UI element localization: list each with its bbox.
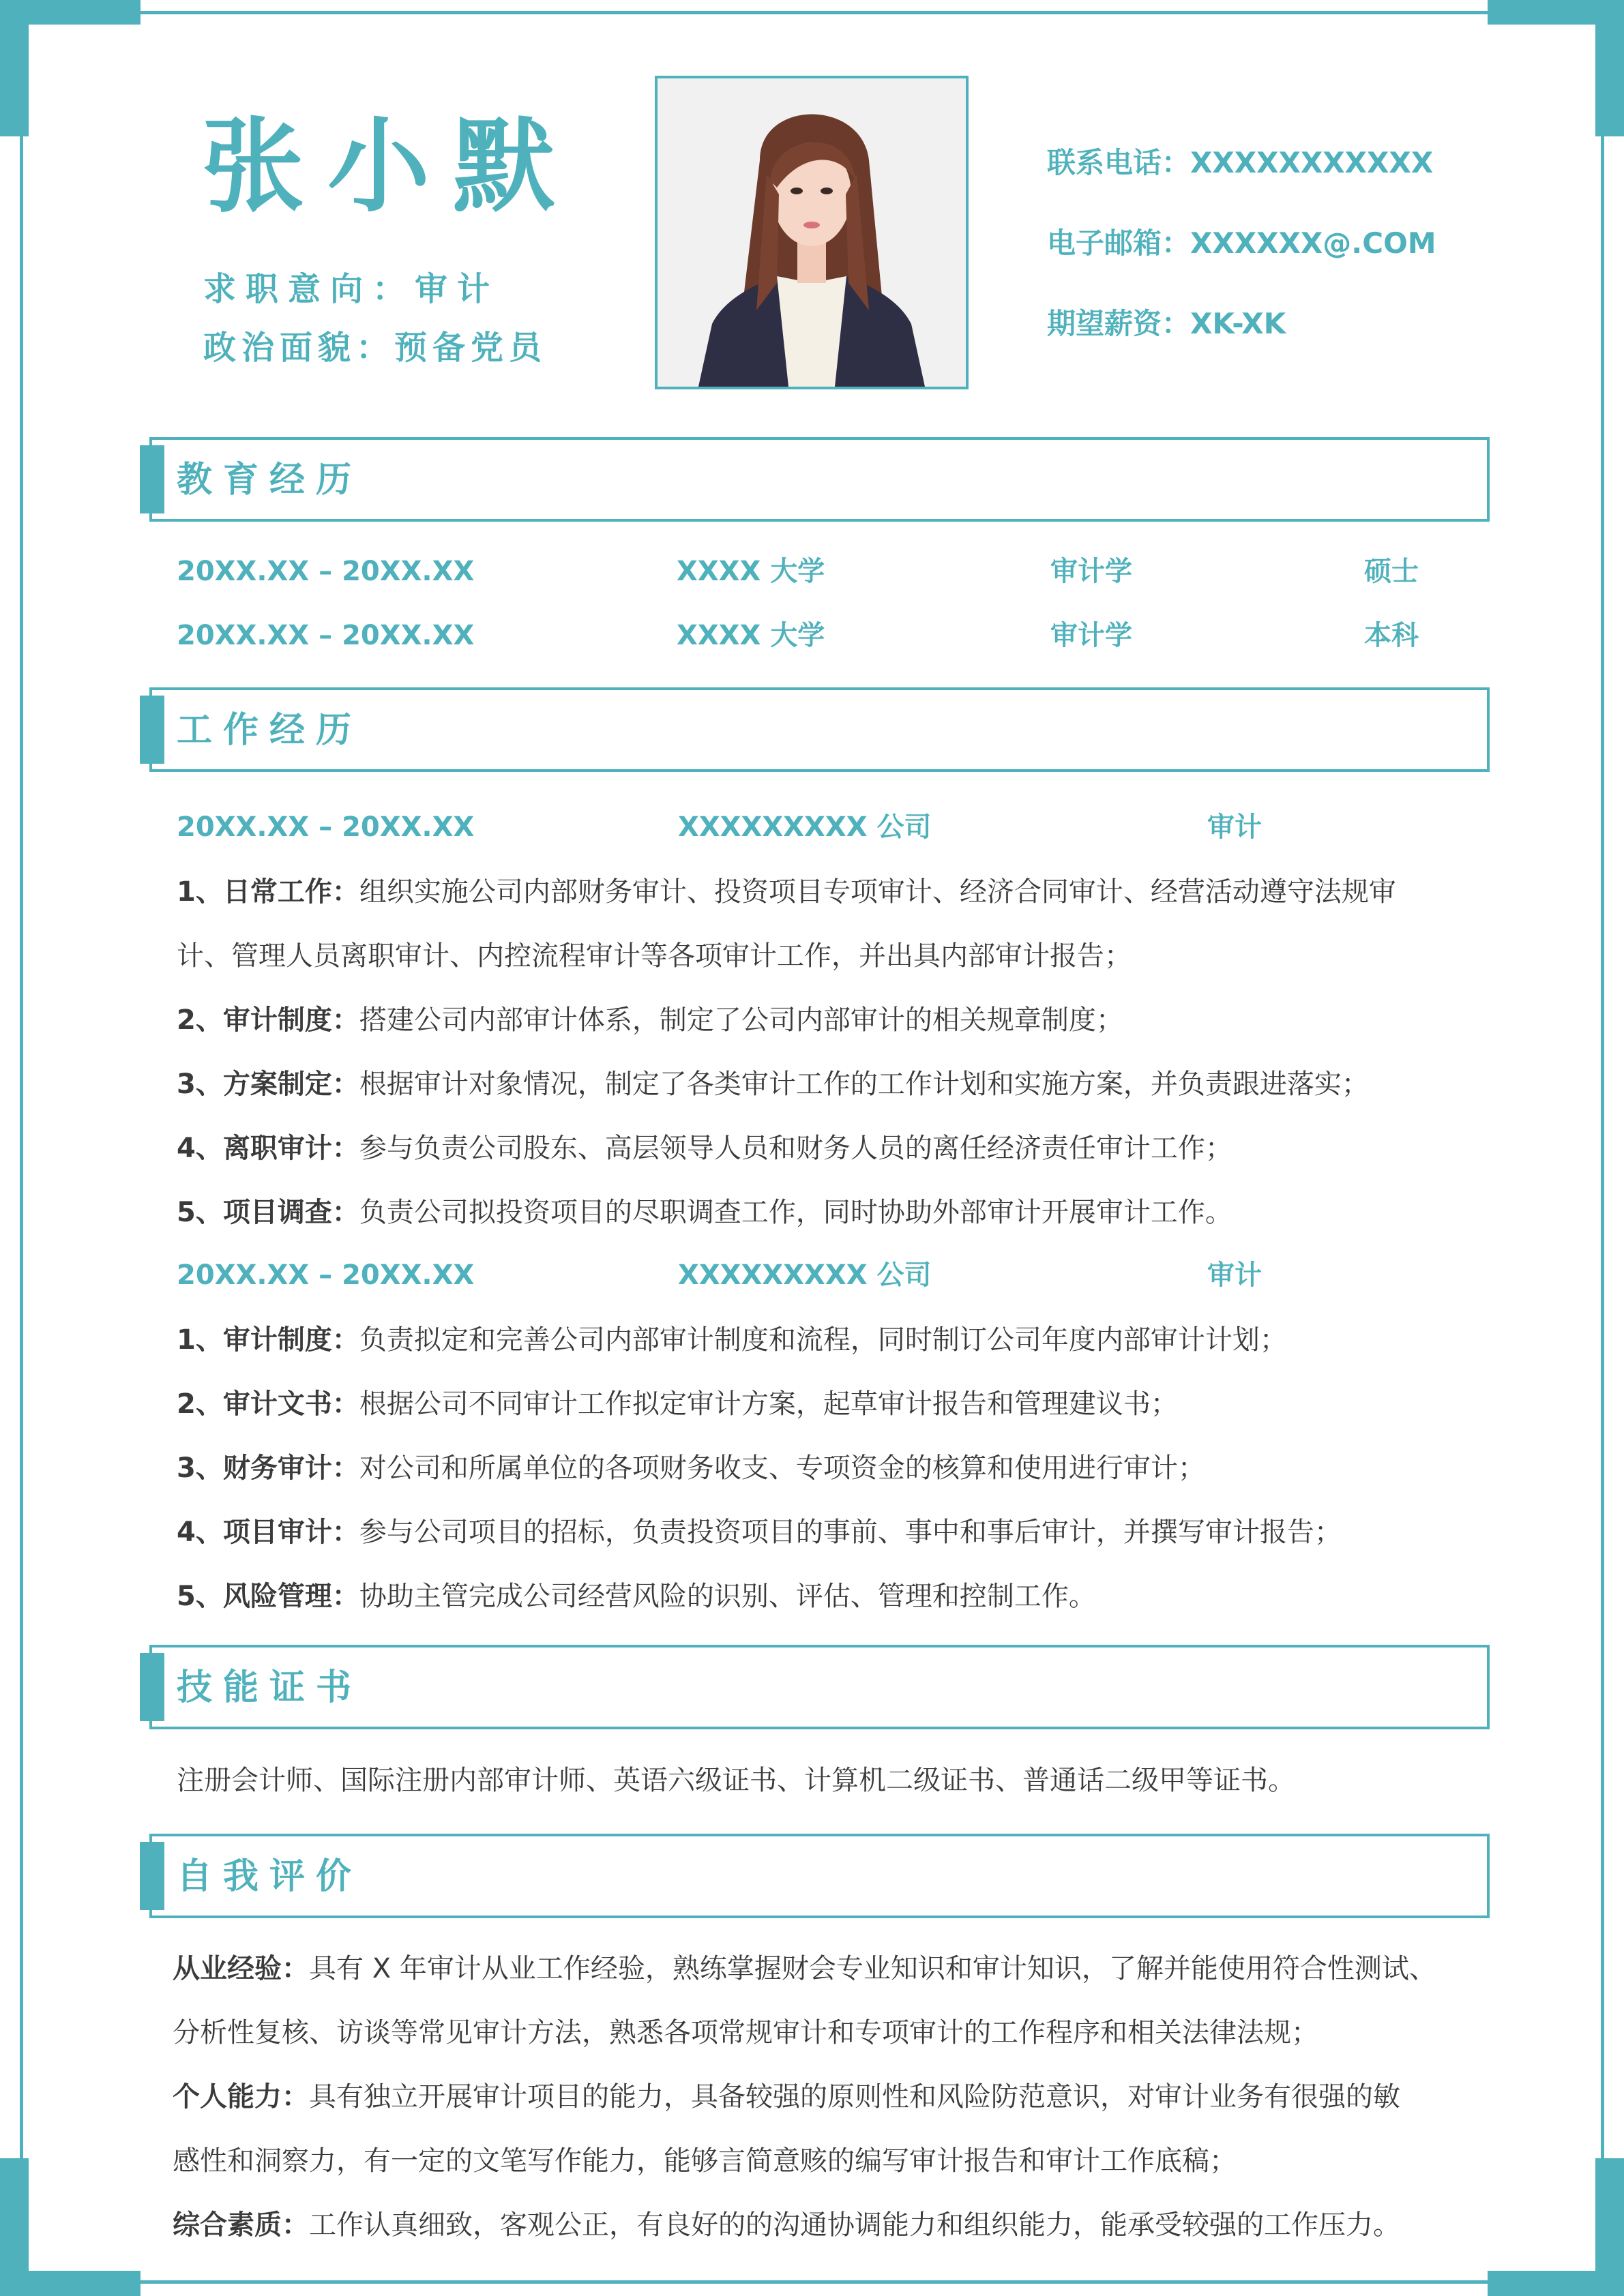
self-label: 从业经验： (173, 1953, 309, 1984)
skills-text: 注册会计师、国际注册内部审计师、英语六级证书、计算机二级证书、普通话二级甲等证书。 (177, 1765, 1295, 1796)
self-text: 具有独立开展审计项目的能力，具备较强的原则性和风险防范意识，对审计业务有很强的敏 (309, 2081, 1400, 2113)
duty-item (177, 860, 1473, 924)
job-intent: 求职意向：审计 (203, 270, 500, 308)
edu-school: XXXX 大学 (677, 620, 825, 651)
duty-label: 4、项目审计： (177, 1517, 359, 1548)
corner-top-left-v (0, 0, 29, 136)
work-company: XXXXXXXXX 公司 (678, 811, 932, 843)
profile-photo (655, 76, 969, 389)
duty-label: 3、财务审计： (177, 1452, 359, 1484)
edu-period: 20XX.XX – 20XX.XX (177, 556, 475, 587)
section-work-bar (140, 696, 164, 764)
duty-item (177, 1116, 1473, 1180)
section-education-bar (140, 445, 164, 513)
corner-top-right-v (1595, 0, 1624, 136)
duty-item (177, 1500, 1473, 1564)
corner-bottom-left-v (0, 2158, 29, 2296)
duty-item (177, 1564, 1473, 1628)
self-text: 具有 X 年审计从业工作经验，熟练掌握财会专业知识和审计知识，了解并能使用符合性测试、 (309, 1953, 1436, 1984)
duty-label: 1、审计制度： (177, 1324, 359, 1356)
self-item-cont: 分析性复核、访谈等常见审计方法，熟悉各项常规审计和专项审计的工作程序和相关法律法规； (173, 2017, 1318, 2048)
duty-label: 5、项目调查： (177, 1197, 359, 1228)
edu-school: XXXX 大学 (677, 556, 825, 587)
duty-label: 2、审计制度： (177, 1004, 359, 1036)
avatar-illustration (658, 78, 966, 387)
edu-degree: 硕士 (1364, 556, 1419, 587)
duty-label: 4、离职审计： (177, 1133, 359, 1164)
edu-period: 20XX.XX – 20XX.XX (177, 620, 475, 651)
self-label: 综合素质： (173, 2209, 309, 2241)
duty-text: 组织实施公司内部财务审计、投资项目专项审计、经济合同审计、经营活动遵守法规审 (359, 876, 1396, 908)
section-education-title: 教育经历 (177, 460, 363, 501)
duty-text: 对公司和所属单位的各项财务收支、专项资金的核算和使用进行审计； (359, 1452, 1205, 1484)
duty-item (177, 1052, 1473, 1116)
edu-degree: 本科 (1364, 620, 1419, 651)
candidate-name: 张小默 (202, 108, 579, 226)
duty-text: 负责拟定和完善公司内部审计制度和流程，同时制订公司年度内部审计计划； (359, 1324, 1287, 1356)
duty-label: 1、日常工作： (177, 876, 359, 908)
work-period: 20XX.XX – 20XX.XX (177, 811, 475, 843)
self-item (173, 2065, 1468, 2129)
political-status: 政治面貌：预备党员 (203, 329, 548, 367)
section-self-bar (140, 1842, 164, 1910)
edu-major: 审计学 (1050, 556, 1132, 587)
duty-text: 根据审计对象情况，制定了各类审计工作的工作计划和实施方案，并负责跟进落实； (359, 1069, 1369, 1100)
edu-major: 审计学 (1050, 620, 1132, 651)
duty-text: 协助主管完成公司经营风险的识别、评估、管理和控制工作。 (359, 1581, 1096, 1612)
duty-text: 负责公司拟投资项目的尽职调查工作，同时协助外部审计开展审计工作。 (359, 1197, 1232, 1228)
contact-email: 电子邮箱：XXXXXX@.COM (1047, 226, 1436, 260)
duty-item (177, 1308, 1473, 1372)
self-item-cont: 感性和洞察力，有一定的文笔写作能力，能够言简意赅的编写审计报告和审计工作底稿； (173, 2145, 1237, 2177)
work-role: 审计 (1207, 811, 1262, 843)
section-skills-bar (140, 1653, 164, 1721)
work-1-duties (177, 860, 1473, 1244)
duty-item-cont: 计、管理人员离职审计、内控流程审计等各项审计工作，并出具内部审计报告； (177, 940, 1132, 972)
duty-text: 参与公司项目的招标，负责投资项目的事前、事中和事后审计，并撰写审计报告； (359, 1517, 1342, 1548)
duty-label: 2、审计文书： (177, 1388, 359, 1420)
work-2-duties (177, 1308, 1473, 1628)
expected-salary: 期望薪资：XK-XK (1047, 307, 1286, 340)
duty-label: 5、风险管理： (177, 1581, 359, 1612)
work-role: 审计 (1207, 1259, 1262, 1291)
self-label: 个人能力： (173, 2081, 309, 2113)
duty-item (177, 1372, 1473, 1436)
self-text: 工作认真细致，客观公正，有良好的的沟通协调能力和组织能力，能承受较强的工作压力。 (309, 2209, 1400, 2241)
work-period: 20XX.XX – 20XX.XX (177, 1259, 475, 1291)
self-evaluation (173, 1937, 1468, 2257)
corner-bottom-right-v (1595, 2158, 1624, 2296)
work-company: XXXXXXXXX 公司 (678, 1259, 932, 1291)
contact-phone: 联系电话：XXXXXXXXXXX (1047, 146, 1434, 179)
section-work-title: 工作经历 (177, 710, 363, 751)
section-self-title: 自我评价 (177, 1856, 363, 1897)
duty-item (177, 988, 1473, 1052)
duty-item (177, 1180, 1473, 1244)
section-skills-title: 技能证书 (177, 1667, 363, 1708)
duty-item (177, 1436, 1473, 1500)
self-item (173, 2193, 1468, 2257)
self-item (173, 1937, 1468, 2001)
duty-label: 3、方案制定： (177, 1069, 359, 1100)
duty-text: 参与负责公司股东、高层领导人员和财务人员的离任经济责任审计工作； (359, 1133, 1232, 1164)
duty-text: 搭建公司内部审计体系，制定了公司内部审计的相关规章制度； (359, 1004, 1123, 1036)
duty-text: 根据公司不同审计工作拟定审计方案，起草审计报告和管理建议书； (359, 1388, 1178, 1420)
